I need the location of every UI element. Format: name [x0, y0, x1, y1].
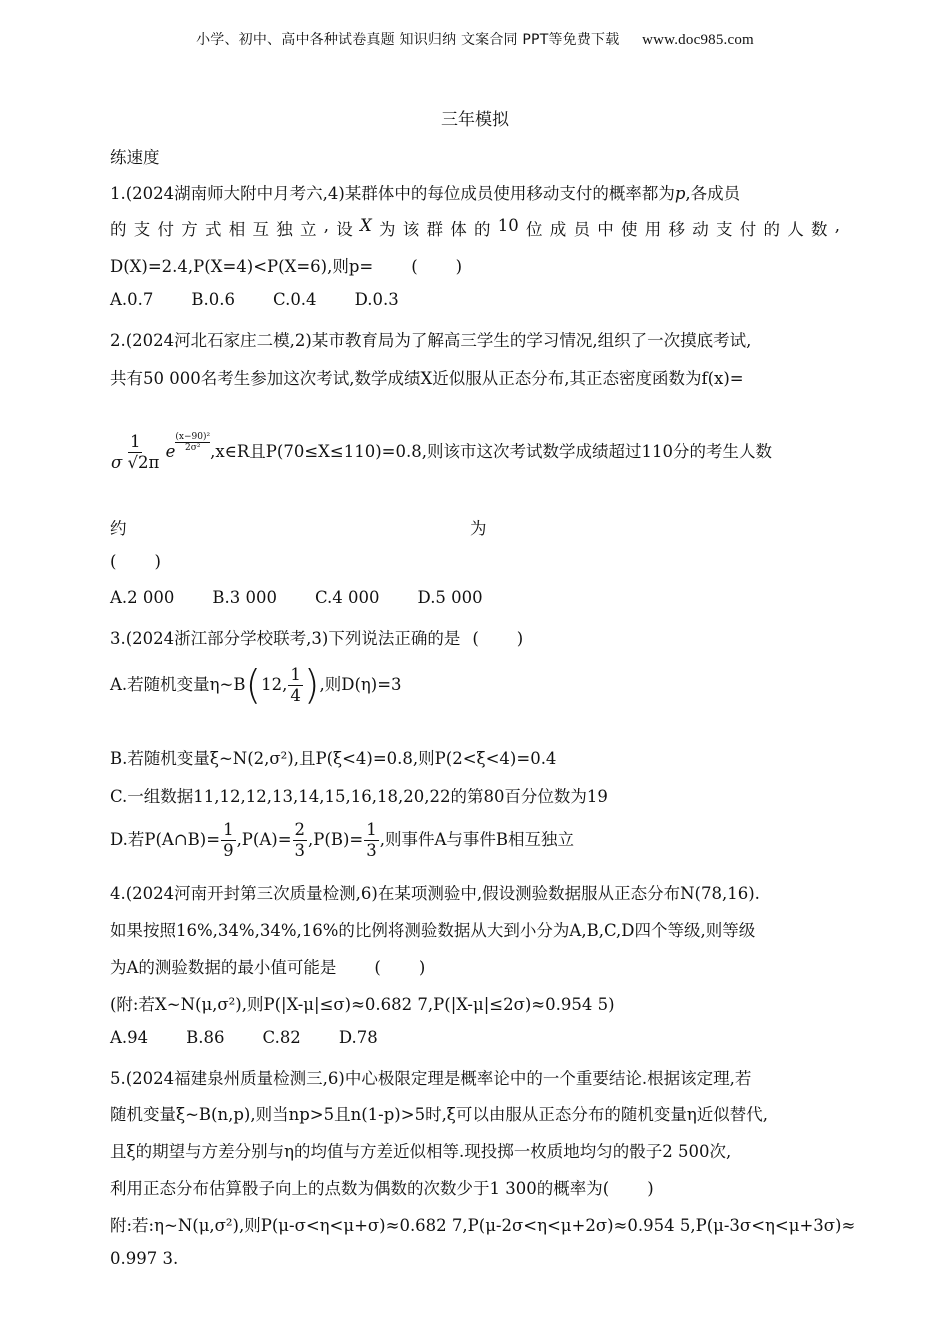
q1-line2-token: 群 [426, 220, 443, 239]
header-url: www.doc985.com [642, 32, 754, 48]
q2-wei: 为 [470, 519, 487, 538]
q4-option-d[interactable]: D.78 [338, 1028, 378, 1047]
q2-line2: 共有50 000名考生参加这次考试,数学成绩X近似服从正态分布,其正态密度函数为f(x)= [110, 369, 744, 388]
q5-line4: 利用正态分布估算骰子向上的点数为偶数的次数少于1 300的概率为( ) [110, 1179, 654, 1198]
q3-option-d[interactable]: D.若P(A∩B)= $\frac{1}{9}$ ,P(A)= $\frac{2}{3}$ ,P(B)= $\frac{1}{3}$ ,则事件A与事件B相互独立 [110, 820, 574, 860]
q1-line1: 1.(2024湖南师大附中月考六,4)某群体中的每位成员使用移动支付的概率都为p,各成员 [110, 184, 741, 203]
q1-line2-token: 用 [644, 220, 662, 239]
q1-line2-token: 移 [668, 220, 685, 239]
density-fraction: $\frac{1}{\sigma √2\pi}$ [111, 432, 160, 472]
q1-line2-token: 使 [621, 220, 638, 239]
q5-note-end: 0.997 3. [110, 1249, 179, 1268]
q1-line2-token: 互 [252, 220, 269, 239]
q1-line2-token: 付 [157, 220, 174, 239]
q2-options [110, 588, 521, 607]
q5-note: 附:若:η~N(μ,σ²),则P(μ-σ<η<μ+σ)≈0.682 7,P(μ-2σ<η<μ+2σ)≈0.954 5,P(μ-3σ<η<μ+3σ)≈ [110, 1216, 856, 1235]
q1-line2-token: , [834, 216, 840, 235]
q1-line2-token: 相 [228, 220, 246, 239]
q1-line2-token: , [323, 216, 329, 235]
q1-line2-token: 位 [526, 220, 543, 239]
exponent: $\frac{\text{(x−90)²}}{\text{2σ²}}$ [175, 432, 211, 453]
q4-note: (附:若X~N(μ,σ²),则P(|X-μ|≤σ)≈0.682 7,P(|X-μ|≤2σ)≈0.954 5) [110, 995, 615, 1014]
q1-line2-token: X [360, 216, 372, 235]
q1-line2-token: 10 [497, 216, 519, 235]
q4-line2: 如果按照16%,34%,34%,16%的比例将测验数据从大到小分为A,B,C,D四个等级,则等级 [110, 921, 756, 940]
q2-option-b[interactable]: B.3 000 [212, 588, 278, 607]
q1-line3: D(X)=2.4,P(X=4)<P(X=6),则p= ( ) [110, 257, 463, 276]
q4-options [110, 1028, 416, 1047]
q3-option-c[interactable]: C.一组数据11,12,12,13,14,15,16,18,20,22的第80百分位数为19 [110, 787, 608, 806]
q5-line2: 随机变量ξ~B(n,p),则当np>5且n(1-p)>5时,ξ可以由服从正态分布的随机变量η近似替代, [110, 1105, 769, 1124]
q4-option-a[interactable]: A.94 [110, 1028, 149, 1047]
q3-option-b[interactable]: B.若随机变量ξ~N(2,σ²),且P(ξ<4)=0.8,则P(2<ξ<4)=0.4 [110, 749, 557, 768]
q2-formula: $\frac{1}{\sigma √2\pi}$ e $\frac{\text{(x−90)²}}{\text{2σ²}}$ ,x∈R且P(70≤X≤110)=0.8,则该市这次考试数学成绩超过110分的考生人数 [111, 432, 772, 472]
q1-line2-token: 的 [474, 220, 491, 239]
q1-option-d[interactable]: D.0.3 [354, 290, 399, 309]
q2-yue: 约 [110, 519, 127, 538]
q1-line2-token: 员 [573, 220, 590, 239]
q1-line2-token: 该 [402, 220, 420, 239]
q4-option-c[interactable]: C.82 [262, 1028, 301, 1047]
q3-option-a[interactable]: A.若随机变量η~B(12, $\frac{1}{4}$ ),则D(η)=3 [110, 662, 402, 709]
q1-option-a[interactable]: A.0.7 [110, 290, 154, 309]
q5-line1: 5.(2024福建泉州质量检测三,6)中心极限定理是概率论中的一个重要结论.根据该定理,若 [110, 1069, 752, 1088]
section-heading: 练速度 [110, 148, 160, 167]
q3-line1: 3.(2024浙江部分学校联考,3)下列说法正确的是 ( ) [110, 629, 524, 648]
q1-line2-token: 为 [379, 220, 396, 239]
q2-option-c[interactable]: C.4 000 [315, 588, 380, 607]
q1-option-c[interactable]: C.0.4 [273, 290, 317, 309]
q2-option-a[interactable]: A.2 000 [110, 588, 175, 607]
q1-line2-token: 数 [811, 220, 828, 239]
q1-line2-token: 人 [787, 220, 804, 239]
header-text: 小学、初中、高中各种试卷真题 知识归纳 文案合同 PPT等免费下载 [196, 32, 620, 48]
q1-line2-token: 中 [597, 220, 614, 239]
q1-line2-token: 动 [692, 220, 709, 239]
q1-line2-token: 成 [549, 220, 567, 239]
q1-line2-token: 设 [336, 220, 353, 239]
q1-line2-token: 支 [133, 220, 151, 239]
q2-line1: 2.(2024河北石家庄二模,2)某市教育局为了解高三学生的学习情况,组织了一次摸底考试, [110, 331, 752, 350]
q1-line2-token: 付 [739, 220, 757, 239]
q1-option-b[interactable]: B.0.6 [191, 290, 236, 309]
page-title: 三年模拟 [441, 110, 509, 130]
q1-line2-token: 方 [181, 220, 198, 239]
page-header [0, 29, 950, 49]
q1-line2 [110, 216, 840, 240]
q1-line2-token: 的 [110, 220, 127, 239]
q2-option-d[interactable]: D.5 000 [417, 588, 483, 607]
q1-line2-token: 的 [763, 220, 780, 239]
q1-line2-token: 体 [450, 220, 467, 239]
q4-line1: 4.(2024河南开封第三次质量检测,6)在某项测验中,假设测验数据服从正态分布N(78,16). [110, 884, 760, 903]
q1-line2-token: 独 [276, 220, 293, 239]
q1-line2-token: 支 [716, 220, 733, 239]
q1-line2-token: 立 [300, 220, 317, 239]
q4-line3: 为A的测验数据的最小值可能是 ( ) [110, 958, 426, 977]
q1-line2-token: 式 [205, 220, 222, 239]
q2-bracket: ( ) [110, 552, 161, 571]
q4-option-b[interactable]: B.86 [186, 1028, 225, 1047]
q1-options [110, 290, 437, 309]
q5-line3: 且ξ的期望与方差分别与η的均值与方差近似相等.现投掷一枚质地均匀的骰子2 500次, [110, 1142, 732, 1161]
